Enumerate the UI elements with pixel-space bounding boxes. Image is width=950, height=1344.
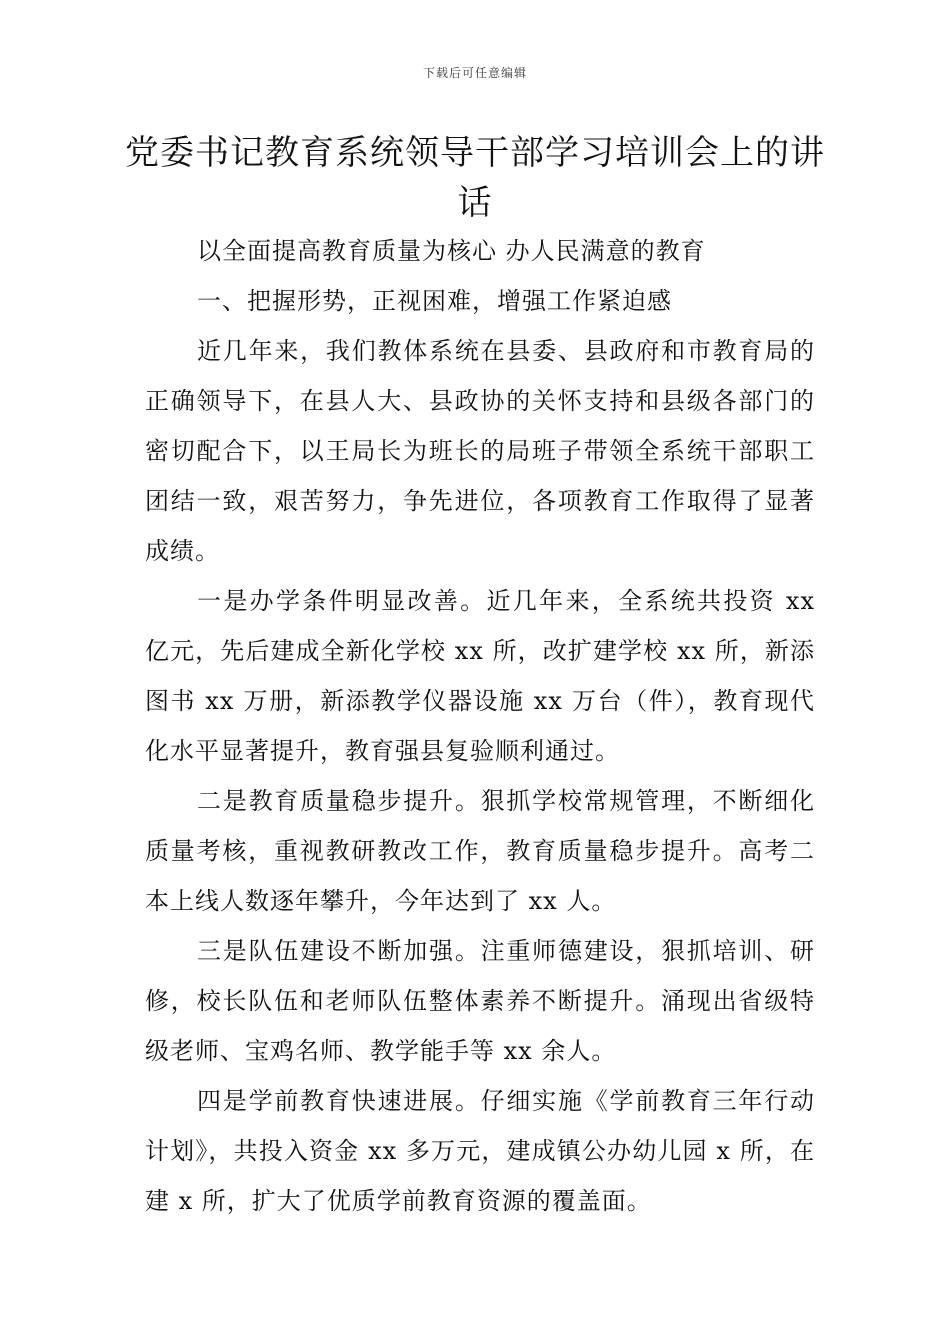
- body-paragraph: 近几年来，我们教体系统在县委、县政府和市教育局的正确领导下，在县人大、县政协的关怀支持和县级各部门的密切配合下，以王局长为班长的局班子带领全系统干部职工团结一致，艰苦努力，争先进位，各项教育工作取得了显著成绩。: [145, 337, 815, 565]
- document-body: [145, 226, 815, 1226]
- body-paragraph: 二是教育质量稳步提升。狠抓学校常规管理，不断细化质量考核，重视教研教改工作，教育质量稳步提升。高考二本上线人数逐年攀升，今年达到了 xx 人。: [145, 787, 815, 915]
- document-title: 党委书记教育系统领导干部学习培训会上的讲话: [125, 133, 825, 223]
- section-heading: 一、把握形势，正视困难，增强工作紧迫感: [197, 287, 672, 315]
- body-paragraph: 三是队伍建设不断加强。注重师德建设，狠抓培训、研修，校长队伍和老师队伍整体素养不断提升。涌现出省级特级老师、宝鸡名师、教学能手等 xx 余人。: [145, 937, 815, 1065]
- header-note: 下载后可任意编辑: [422, 66, 527, 80]
- body-paragraph: 四是学前教育快速进展。仔细实施《学前教育三年行动计划》，共投入资金 xx 多万元，建成镇公办幼儿园 x 所，在建 x 所，扩大了优质学前教育资源的覆盖面。: [145, 1087, 815, 1215]
- subtitle-paragraph: 以全面提高教育质量为核心 办人民满意的教育: [197, 237, 706, 265]
- body-paragraph: 一是办学条件明显改善。近几年来，全系统共投资 xx 亿元，先后建成全新化学校 xx 所，改扩建学校 xx 所，新添图书 xx 万册，新添教学仪器设施 xx 万台（件），教育现代化水平显著提升，教育强县复验顺利通过。: [145, 587, 815, 765]
